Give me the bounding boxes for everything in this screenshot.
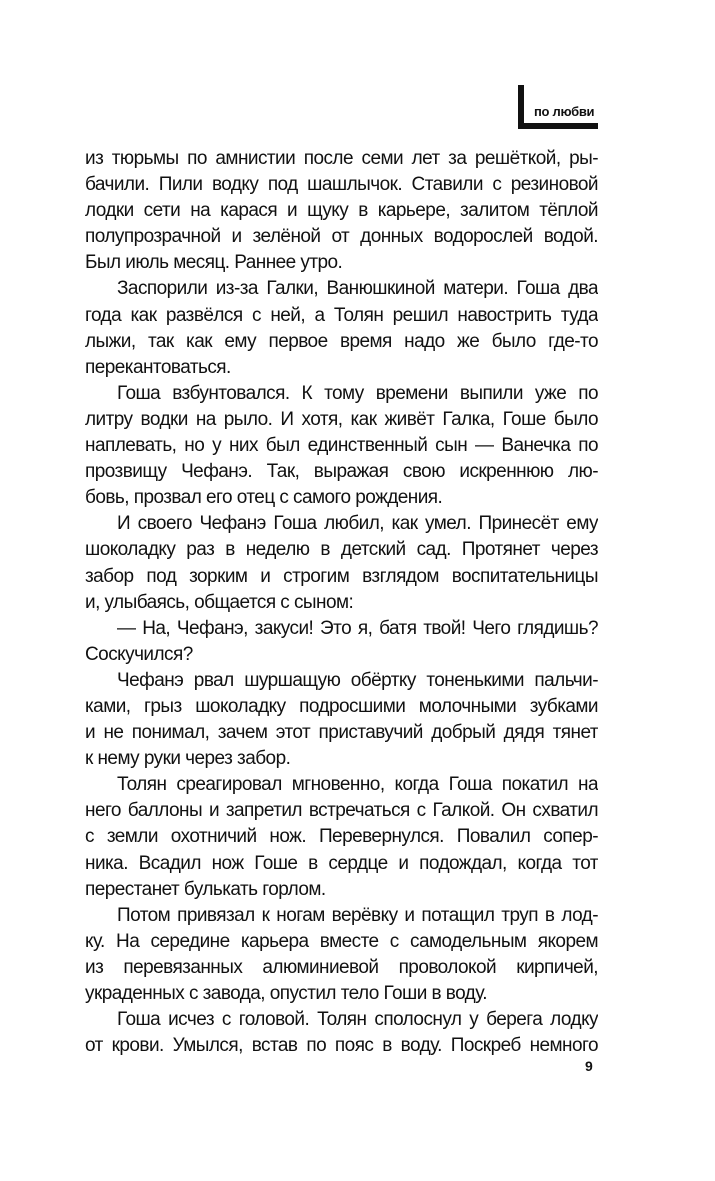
text-line: года как развёлся с ней, а Толян решил навострить туда xyxy=(85,304,598,326)
text-line: Соскучился? xyxy=(85,643,193,665)
text-line: забор под зорким и строгим взглядом воспитательницы xyxy=(85,565,598,587)
text-line: перекантоваться. xyxy=(85,356,231,378)
page-number: 9 xyxy=(585,1058,593,1074)
text-line: из перевязанных алюминиевой проволокой кирпичей, xyxy=(85,956,598,978)
text-line: бовь, прозвал его отец с самого рождения. xyxy=(85,487,443,509)
body-text xyxy=(85,146,598,1059)
text-line: литру водки на рыло. И хотя, как живёт Галка, Гоше было xyxy=(85,408,598,430)
text-line: с земли охотничий нож. Перевернулся. Повалил сопер- xyxy=(85,826,598,848)
text-line: полупрозрачной и зелёной от донных водорослей водой. xyxy=(85,226,598,248)
text-line: И своего Чефанэ Гоша любил, как умел. Принесёт ему xyxy=(117,513,598,535)
text-line: Был июль месяц. Раннее утро. xyxy=(85,252,343,274)
text-line: Чефанэ рвал шуршащую обёртку тоненькими пальчи- xyxy=(117,669,598,691)
text-line: наплевать, но у них был единственный сын — Ванечка по xyxy=(85,435,598,457)
text-line: и, улыбаясь, общается с сыном: xyxy=(85,591,354,613)
text-line: от крови. Умылся, встав по пояс в воду. Поскреб немного xyxy=(85,1035,598,1057)
text-line: лыжи, так как ему первое время надо же было где-то xyxy=(85,330,598,352)
text-line: перестанет булькать горлом. xyxy=(85,878,326,900)
text-line: Толян среагировал мгновенно, когда Гоша покатил на xyxy=(117,774,598,796)
text-line: лодки сети на карася и щуку в карьере, залитом тёплой xyxy=(85,200,598,222)
text-line: Гоша взбунтовался. К тому времени выпили уже по xyxy=(117,382,598,404)
text-line: шоколадку раз в неделю в детский сад. Протянет через xyxy=(85,539,598,561)
running-header-title: по любви xyxy=(534,104,595,119)
section-marker-underline xyxy=(518,123,598,129)
text-line: из тюрьмы по амнистии после семи лет за решёткой, ры- xyxy=(85,148,598,169)
text-line: и не понимал, зачем этот приставучий добрый дядя тянет xyxy=(85,722,598,744)
text-line: Потом привязал к ногам верёвку и потащил труп в лод- xyxy=(117,904,598,926)
text-line: украденных с завода, опустил тело Гоши в воду. xyxy=(85,983,487,1004)
text-line: прозвищу Чефанэ. Так, выражая свою искреннюю лю- xyxy=(85,461,598,483)
text-line: ку. На середине карьера вместе с самодельным якорем xyxy=(85,930,598,952)
text-line: ника. Всадил нож Гоше в сердце и подождал, когда тот xyxy=(85,852,598,874)
text-line: ками, грыз шоколадку подросшими молочными зубками xyxy=(85,695,598,717)
text-line: Заспорили из-за Галки, Ванюшкиной матери. Гоша два xyxy=(117,278,598,300)
text-line: к нему руки через забор. xyxy=(85,748,291,770)
text-line: Гоша исчез с головой. Толян сполоснул у берега лодку xyxy=(117,1009,598,1031)
text-line: бачили. Пили водку под шашлычок. Ставили с резиновой xyxy=(85,174,598,196)
text-line: него баллоны и запретил встречаться с Галкой. Он схватил xyxy=(85,800,598,822)
text-line: — На, Чефанэ, закуси! Это я, батя твой! Чего глядишь? xyxy=(117,617,598,639)
